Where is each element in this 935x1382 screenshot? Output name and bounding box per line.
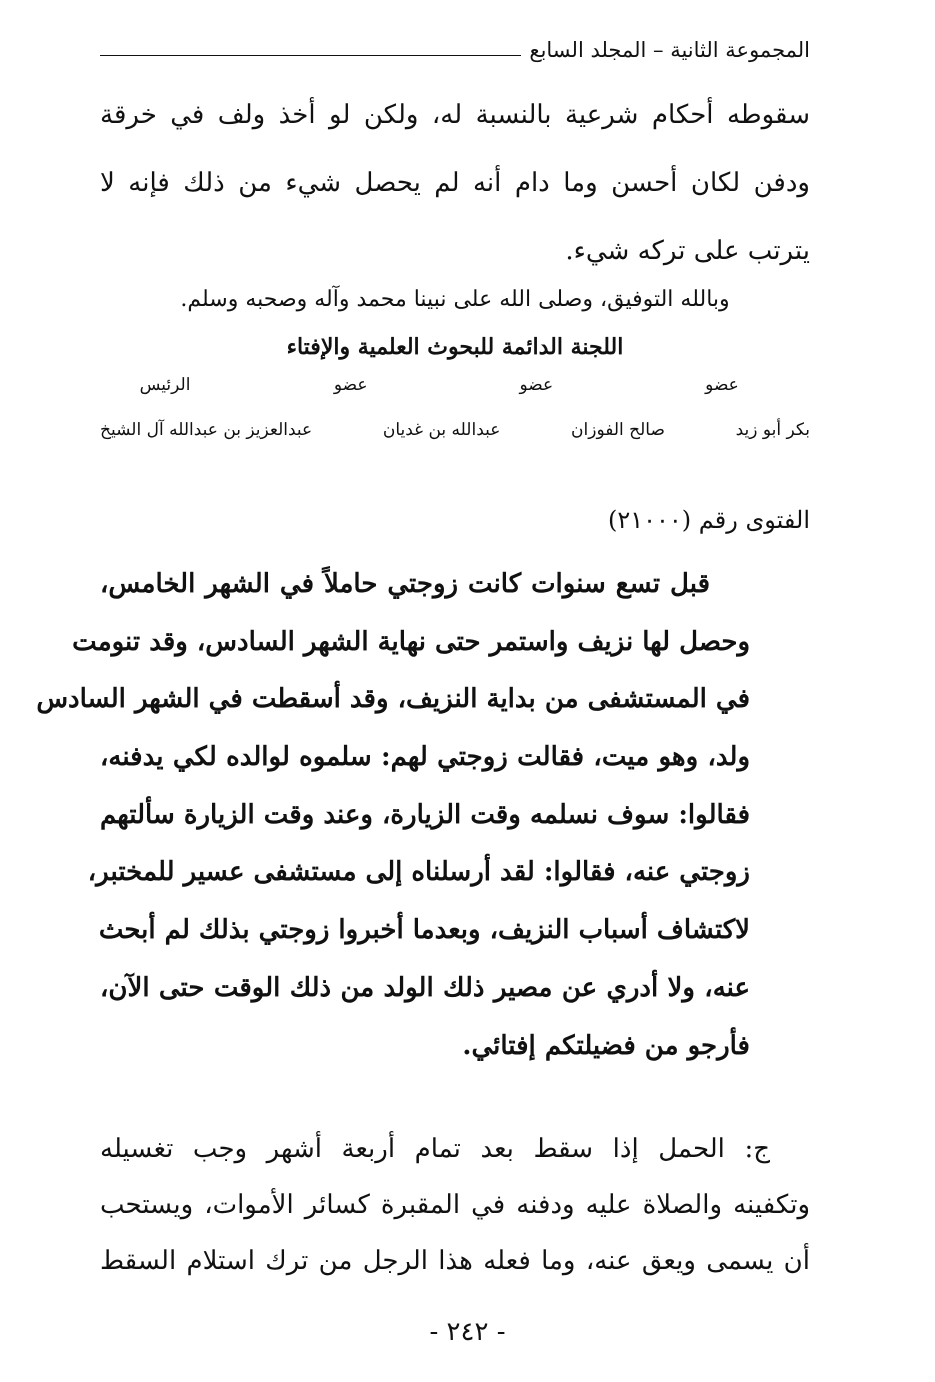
member-role: عضو [705, 375, 739, 395]
committee-name: اللجنة الدائمة للبحوث العلمية والإفتاء [286, 334, 624, 360]
fatwa-number: الفتوى رقم (٢١٠٠٠) [607, 506, 810, 534]
answer-line: ج: الحمل إذا سقط بعد تمام أربعة أشهر وجب تغسيله [100, 1134, 770, 1164]
question-line: فأرجو من فضيلتكم إفتائي. [462, 1030, 750, 1061]
text-line: ودفن لكان أحسن وما دام أنه لم يحصل شيء من ذلك فإنه لا [100, 168, 810, 198]
member-role: عضو [519, 375, 554, 395]
closing-formula: وبالله التوفيق، وصلى الله على نبينا محمد وآله وصحبه وسلم. [180, 287, 730, 312]
question-line: في المستشفى من بداية النزيف، وقد أسقطت في الشهر السادس [36, 684, 750, 715]
previous-answer-paragraph [100, 90, 810, 294]
member-name: صالح الفوزان [571, 420, 665, 440]
header-rule [100, 55, 521, 56]
running-title: المجموعة الثانية – المجلد السابع [529, 38, 810, 62]
question-line: عنه، ولا أدري عن مصير ذلك الولد من ذلك الوقت حتى الآن، [100, 972, 750, 1003]
member-name: عبدالعزيز بن عبدالله آل الشيخ [100, 420, 313, 440]
answer-line: وتكفينه والصلاة عليه ودفنه في المقبرة كسائر الأموات، ويستحب [100, 1190, 810, 1220]
text-line: يترتب على تركه شيء. [565, 236, 810, 266]
question-line: زوجتي عنه، فقالوا: لقد أرسلناه إلى مستشفى عسير للمختبر، [87, 857, 750, 888]
text-line: سقوطه أحكام شرعية بالنسبة له، ولكن لو أخذ ولف في خرقة [100, 100, 810, 130]
member-name: بكر أبو زيد [735, 420, 810, 440]
signature-roles [100, 375, 787, 395]
running-header [100, 30, 810, 64]
signature-names [100, 420, 810, 440]
answer-line: أن يسمى ويعق عنه، وما فعله هذا الرجل من ترك استلام السقط [100, 1246, 810, 1276]
member-role: الرئيس [139, 375, 191, 395]
answer-paragraph [100, 1125, 810, 1293]
member-role: عضو [333, 375, 368, 395]
question-line: فقالوا: سوف نسلمه وقت الزيارة، وعند وقت الزيارة سألتهم [100, 799, 750, 830]
page-number: - ٢٤٢ - [429, 1317, 506, 1347]
question-paragraph [36, 560, 750, 1079]
question-line: لاكتشاف أسباب النزيف، وبعدما أخبروا زوجتي بذلك لم أبحث [98, 915, 750, 946]
member-name: عبدالله بن غديان [382, 420, 501, 440]
question-line: قبل تسع سنوات كانت زوجتي حاملاً في الشهر الخامس، [100, 569, 710, 599]
question-line: وحصل لها نزيف واستمر حتى نهاية الشهر السادس، وقد تنومت [72, 626, 750, 657]
question-line: ولد، وهو ميت، فقالت زوجتي لهم: سلموه لوالده لكي يدفنه، [100, 742, 750, 773]
